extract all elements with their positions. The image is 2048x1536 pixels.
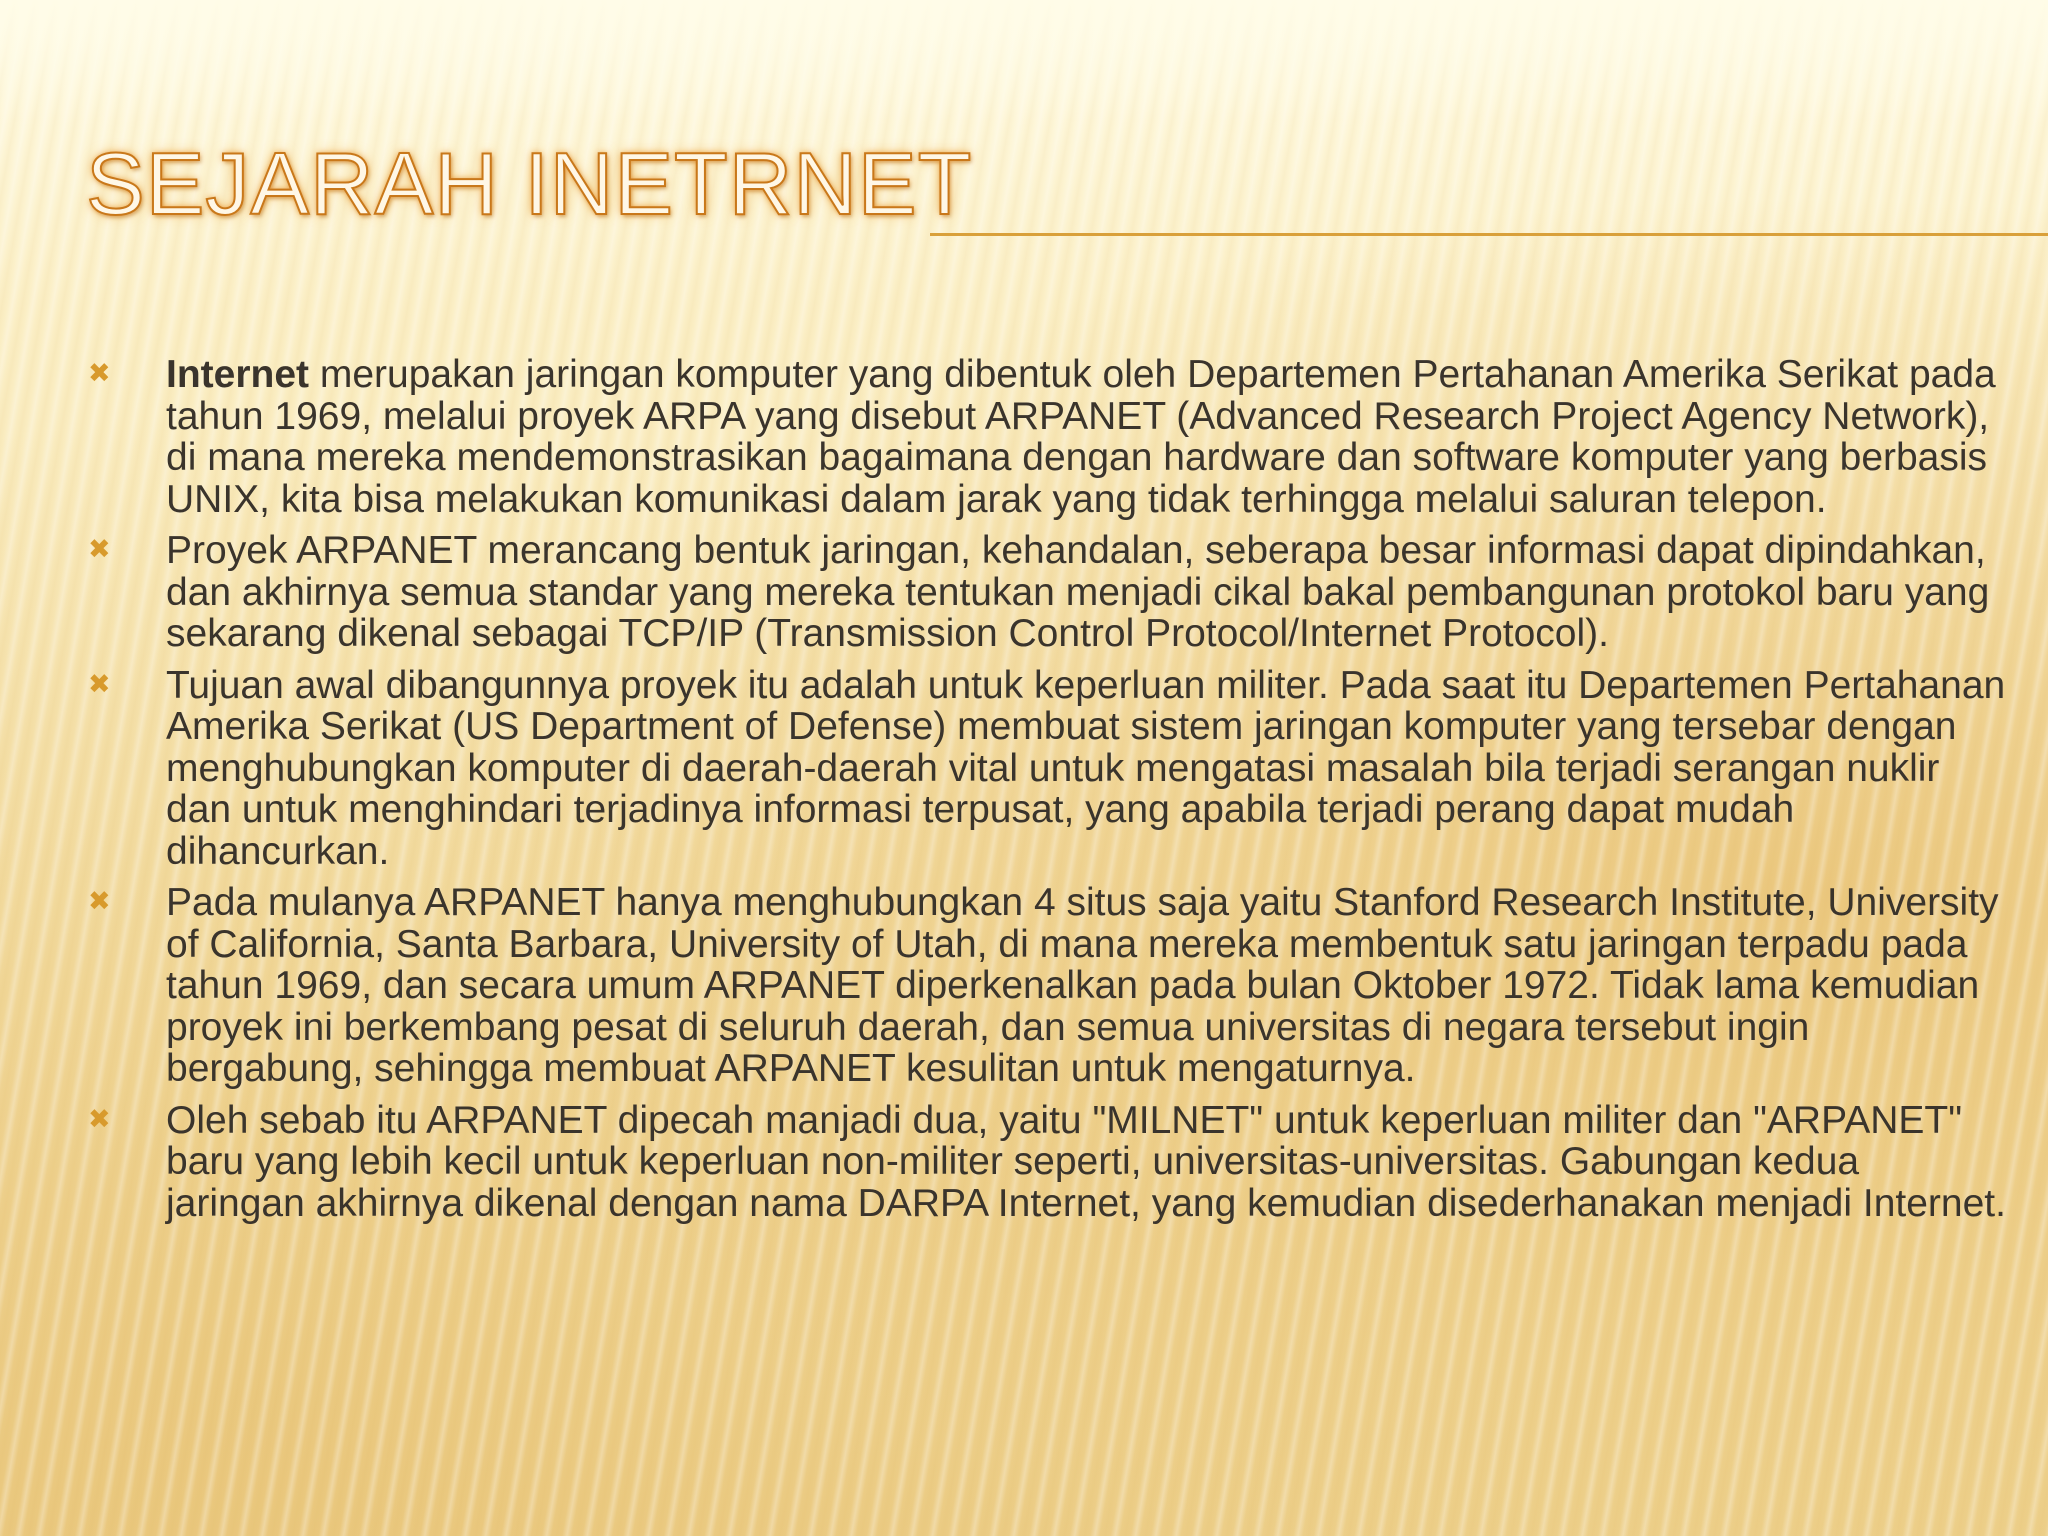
x-cross-bullet-icon: ✖ xyxy=(88,358,111,388)
x-cross-bullet-icon: ✖ xyxy=(88,886,111,916)
list-item xyxy=(88,665,2008,873)
x-cross-bullet-icon: ✖ xyxy=(88,534,111,564)
bullet-text: Pada mulanya ARPANET hanya menghubungkan 4 situs saja yaitu Stanford Research Institute, University of California, Santa Barbara, University of Utah, di mana mereka membentuk satu jaringan terpadu pada tahun 1969, dan secara umum ARPANET diperkenalkan pada bulan Oktober 1972. Tidak lama kemudian proyek ini berkembang pesat di seluruh daerah, dan semua universitas di negara tersebut ingin bergabung, sehingga membuat ARPANET kesulitan untuk mengaturnya. xyxy=(166,881,1999,1090)
slide-title: SEJARAH INETRNET xyxy=(86,134,973,233)
bullet-text: Oleh sebab itu ARPANET dipecah manjadi dua, yaitu "MILNET" untuk keperluan militer dan "ARPANET" baru yang lebih kecil untuk keperluan non-militer seperti, universitas-universitas. Gabungan kedua jaringan akhirnya dikenal dengan nama DARPA Internet, yang kemudian disederhanakan menjadi Internet. xyxy=(166,1098,2006,1225)
bullet-list xyxy=(88,354,2008,1234)
bullet-lead-term: Internet xyxy=(166,353,310,396)
bullet-text: Proyek ARPANET merancang bentuk jaringan, kehandalan, seberapa besar informasi dapat dipindahkan, dan akhirnya semua standar yang mereka tentukan menjadi cikal bakal pembangunan protokol baru yang sekarang dikenal sebagai TCP/IP (Transmission Control Protocol/Internet Protocol). xyxy=(166,529,1990,655)
title-underline xyxy=(930,233,2048,236)
list-item xyxy=(88,1100,2008,1225)
list-item xyxy=(88,882,2008,1090)
x-cross-bullet-icon: ✖ xyxy=(88,1103,111,1134)
bullet-text: merupakan jaringan komputer yang dibentuk oleh Departemen Pertahanan Amerika Serikat pada tahun 1969, melalui proyek ARPA yang disebut ARPANET (Advanced Research Project Agency Network), di mana mereka mendemonstrasikan bagaimana dengan hardware dan software komputer yang berbasis UNIX, kita bisa melakukan komunikasi dalam jarak yang tidak terhingga melalui saluran telepon. xyxy=(166,353,1996,521)
list-item xyxy=(88,530,2008,655)
list-item xyxy=(88,354,2008,520)
bullet-text: Tujuan awal dibangunnya proyek itu adalah untuk keperluan militer. Pada saat itu Departemen Pertahanan Amerika Serikat (US Department of Defense) membuat sistem jaringan komputer yang tersebar dengan menghubungkan komputer di daerah-daerah vital untuk mengatasi masalah bila terjadi serangan nuklir dan untuk menghindari terjadinya informasi terpusat, yang apabila terjadi perang dapat mudah dihancurkan. xyxy=(166,663,2006,873)
x-cross-bullet-icon: ✖ xyxy=(88,668,111,699)
background-highlight xyxy=(0,0,2048,120)
